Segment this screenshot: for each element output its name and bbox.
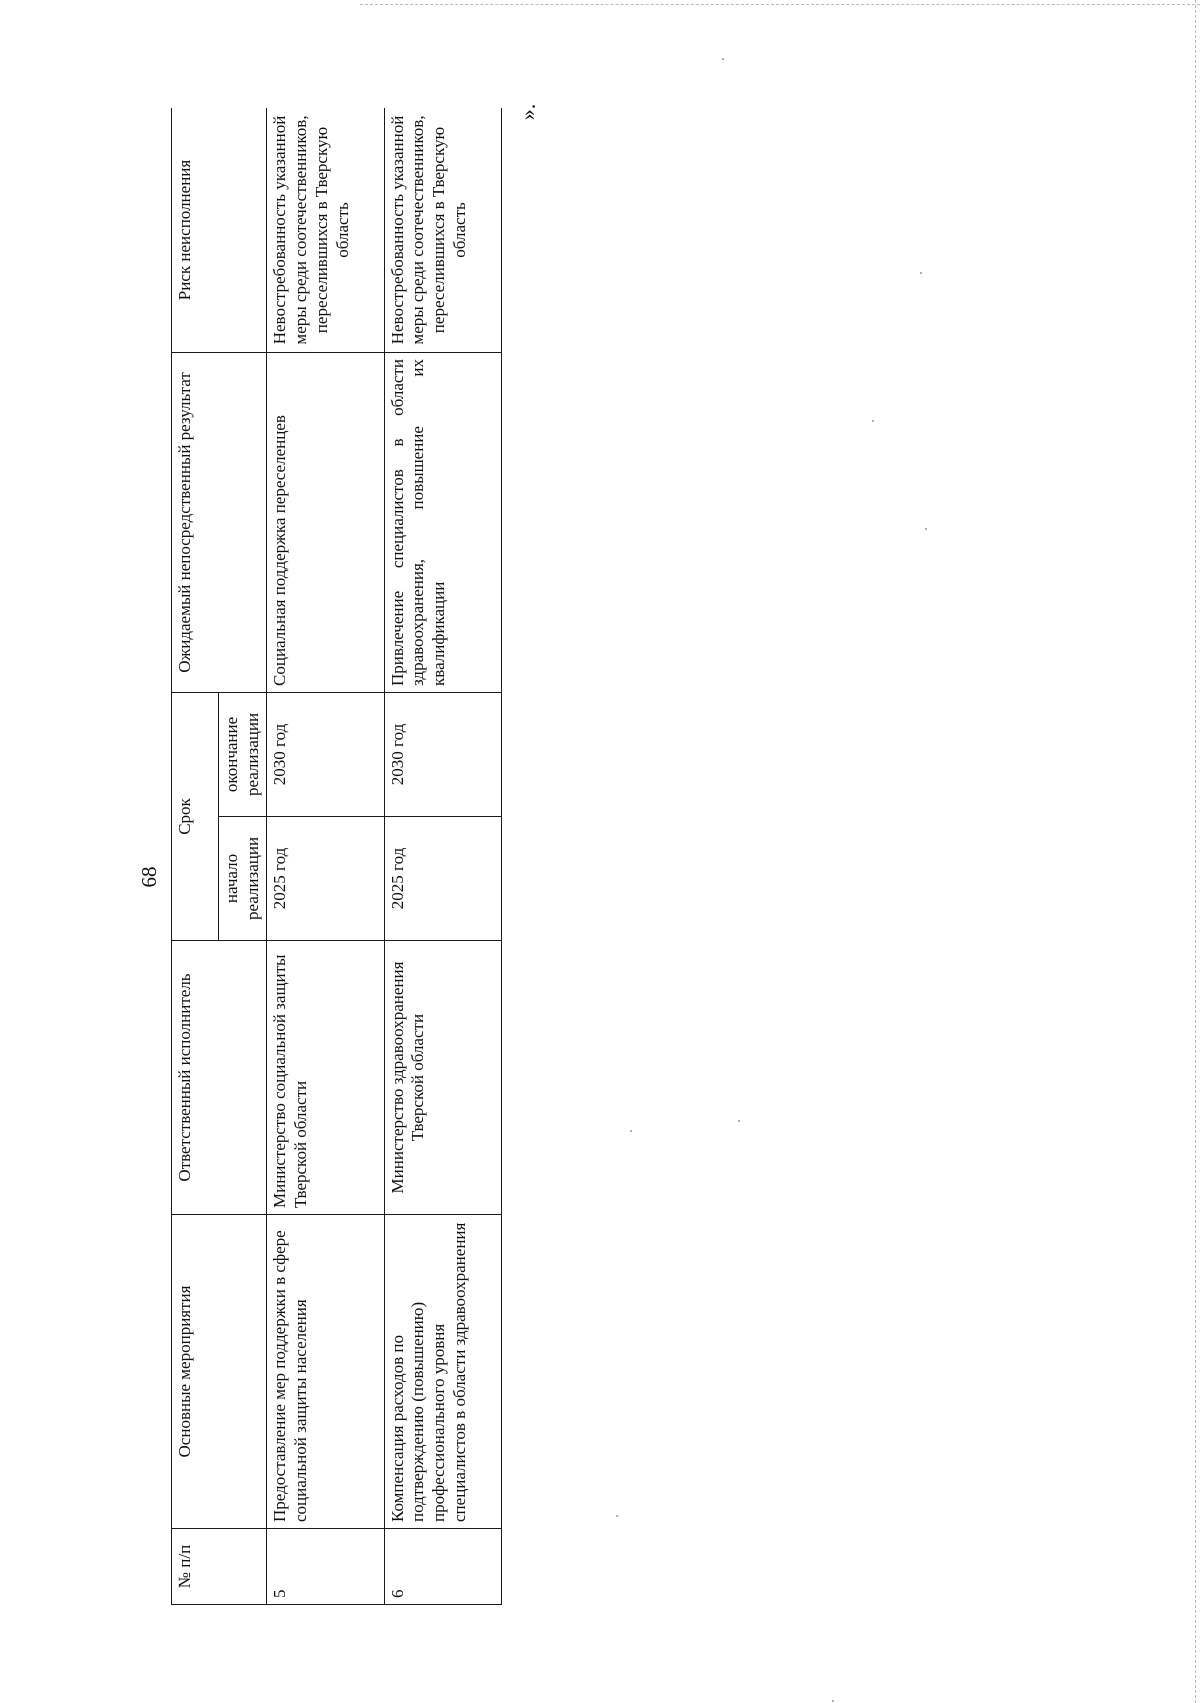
scan-speck — [920, 272, 922, 274]
scan-speck — [832, 1700, 834, 1702]
row-result: Социальная поддержка переселенцев — [267, 352, 384, 692]
scan-edge-right — [1195, 0, 1196, 1703]
header-activity: Основные мероприятия — [172, 1215, 267, 1529]
row-result: Привлечение специалистов в области здравоохранения, повышение их квалификации — [384, 352, 501, 692]
header-executor: Ответственный исполнитель — [172, 941, 267, 1215]
scan-speck — [722, 58, 724, 60]
table-row — [267, 108, 384, 1605]
scan-speck — [872, 420, 874, 422]
scan-speck — [616, 1515, 618, 1517]
header-risk: Риск неисполнения — [172, 108, 267, 352]
page-number: 68 — [137, 866, 161, 888]
scan-speck — [630, 1130, 632, 1132]
closing-quote-mark: ». — [515, 103, 540, 121]
scan-speck — [738, 1120, 740, 1122]
header-term: Срок — [172, 692, 219, 940]
row-start: 2025 год — [384, 817, 501, 941]
header-term-start: начало реализации — [219, 817, 267, 941]
table-rotated-container — [171, 108, 502, 1605]
row-risk: Невостребованность указанной меры среди соотечественников, переселившихся в Тверскую область — [267, 108, 384, 352]
measures-table — [171, 108, 502, 1605]
row-num: 5 — [267, 1529, 384, 1605]
row-risk: Невостребованность указанной меры среди соотечественников, переселившихся в Тверскую область — [384, 108, 501, 352]
table-row — [384, 108, 501, 1605]
row-start: 2025 год — [267, 817, 384, 941]
scan-speck — [925, 528, 927, 530]
header-num: № п/п — [172, 1529, 267, 1605]
row-end: 2030 год — [267, 692, 384, 816]
row-num: 6 — [384, 1529, 501, 1605]
header-result: Ожидаемый непосредственный результат — [172, 352, 267, 692]
row-end: 2030 год — [384, 692, 501, 816]
table-header-row — [172, 108, 219, 1605]
row-activity: Компенсация расходов по подтверждению (повышению) профессионального уровня специалистов в области здравоохранения — [384, 1215, 501, 1529]
row-activity: Предоставление мер поддержки в сфере социальной защиты населения — [267, 1215, 384, 1529]
scan-edge-top — [360, 4, 1200, 5]
header-term-end: окончание реализации — [219, 692, 267, 816]
row-executor: Министерство социальной защиты Тверской области — [267, 941, 384, 1215]
row-executor: Министерство здравоохранения Тверской области — [384, 941, 501, 1215]
